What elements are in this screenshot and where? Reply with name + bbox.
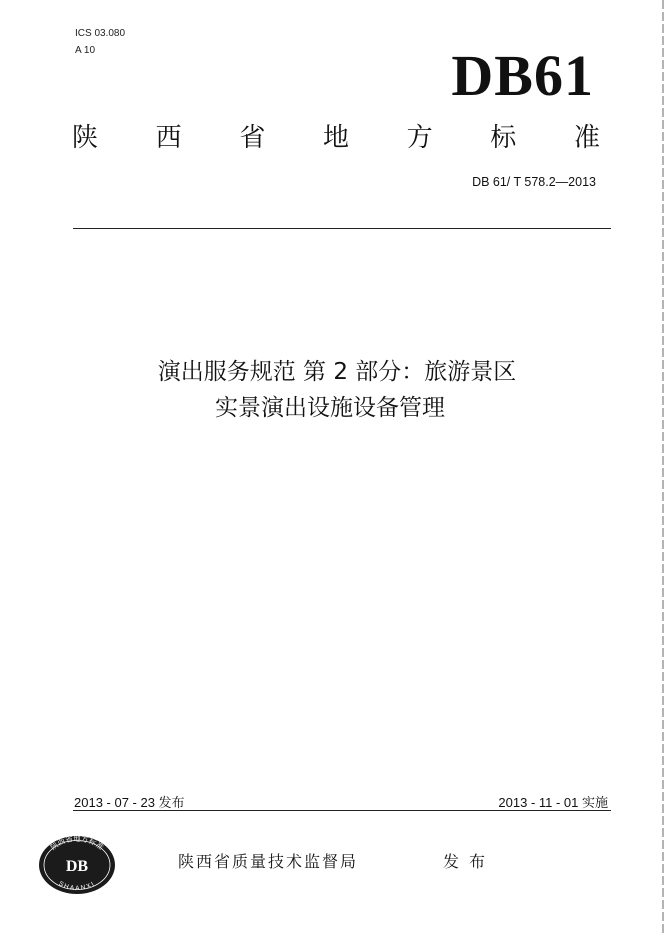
standard-type-char: 标 xyxy=(490,123,517,153)
standard-type-char: 西 xyxy=(155,123,182,153)
class-code: A 10 xyxy=(75,45,96,56)
standard-type-char: 省 xyxy=(239,123,266,153)
standard-type-char: 准 xyxy=(573,123,600,153)
seal-bottom-text: SHAANXI xyxy=(57,880,97,893)
standard-type xyxy=(72,122,600,154)
title-line-1: 演出服务规范 第 2 部分：旅游景区 xyxy=(157,359,517,385)
ics-code: ICS 03.080 xyxy=(75,28,126,39)
title-line-2: 实景演出设施设备管理 xyxy=(215,395,445,421)
publish-label: 发布 xyxy=(443,852,496,871)
standard-type-char: 陕 xyxy=(72,123,99,153)
classification-block xyxy=(75,25,125,59)
top-divider xyxy=(73,228,611,229)
seal-top-text: 陕西省地方标准 xyxy=(48,834,106,852)
bottom-divider xyxy=(73,810,611,811)
implementation-date: 2013 - 11 - 01 实施 xyxy=(498,795,608,810)
standard-type-char: 方 xyxy=(406,123,433,153)
seal-logo xyxy=(37,834,117,896)
db-logo: DB61 xyxy=(451,43,594,108)
standard-type-char: 地 xyxy=(322,123,349,153)
standard-number: DB 61/ T 578.2—2013 xyxy=(472,175,596,189)
issuing-authority: 陕西省质量技术监督局 xyxy=(178,852,359,871)
page-edge xyxy=(662,0,664,935)
seal-logo-text: DB xyxy=(65,858,89,875)
issue-date: 2013 - 07 - 23 发布 xyxy=(74,795,185,810)
document-title xyxy=(0,354,666,426)
